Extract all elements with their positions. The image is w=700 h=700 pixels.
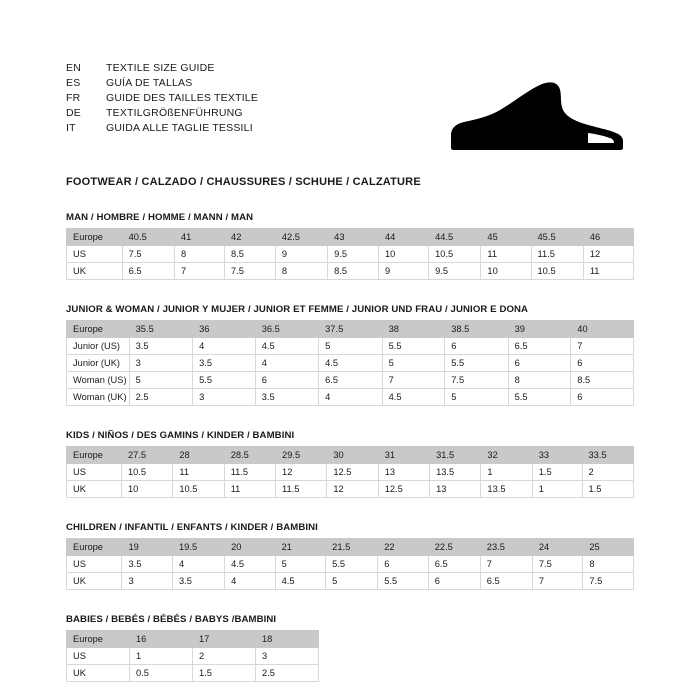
size-cell: 6 <box>255 372 318 389</box>
size-cell: 10 <box>122 481 173 498</box>
size-cell: 5 <box>319 338 382 355</box>
size-cell: 12.5 <box>327 464 378 481</box>
size-cell: 7.5 <box>122 246 174 263</box>
table-row <box>67 573 634 590</box>
size-cell: 4 <box>193 338 256 355</box>
size-section-title: BABIES / BEBÉS / BÉBÉS / BABYS /BAMBINI <box>66 614 277 625</box>
size-cell: 28 <box>173 447 224 464</box>
size-cell: 35.5 <box>129 321 192 338</box>
size-cell: 5.5 <box>378 573 429 590</box>
size-cell: 5.5 <box>326 556 378 573</box>
size-cell: 4.5 <box>382 389 445 406</box>
table-row <box>67 648 319 665</box>
size-cell: 13 <box>430 481 481 498</box>
language-row <box>66 92 258 104</box>
size-cell: 2 <box>193 648 256 665</box>
size-cell: 17 <box>193 631 256 648</box>
size-cell: 32 <box>481 447 532 464</box>
size-table <box>66 320 634 406</box>
size-cell: 20 <box>225 539 276 556</box>
size-cell: 21 <box>275 539 326 556</box>
size-section-title: MAN / HOMBRE / HOMME / MANN / MAN <box>66 212 254 223</box>
size-cell: 5.5 <box>193 372 256 389</box>
row-label: US <box>67 246 123 263</box>
size-cell: 12 <box>276 464 327 481</box>
size-cell: 11 <box>481 246 531 263</box>
size-cell: 12 <box>583 246 633 263</box>
size-cell: 12 <box>327 481 378 498</box>
size-cell: 40.5 <box>122 229 174 246</box>
size-cell: 3.5 <box>193 355 256 372</box>
size-cell: 3 <box>193 389 256 406</box>
size-cell: 7 <box>571 338 634 355</box>
size-cell: 5 <box>275 556 326 573</box>
size-cell: 10 <box>379 246 429 263</box>
language-title: GUIDE DES TAILLES TEXTILE <box>106 92 259 104</box>
size-cell: 5 <box>382 355 445 372</box>
row-label: Woman (UK) <box>67 389 130 406</box>
size-cell: 6 <box>428 573 480 590</box>
size-cell: 2 <box>582 464 633 481</box>
size-cell: 8 <box>583 556 634 573</box>
size-cell: 22 <box>378 539 429 556</box>
size-cell: 25 <box>583 539 634 556</box>
size-cell: 43 <box>328 229 379 246</box>
size-cell: 8.5 <box>328 263 379 280</box>
size-cell: 1 <box>481 464 532 481</box>
size-cell: 29.5 <box>276 447 327 464</box>
size-section-title: KIDS / NIÑOS / DES GAMINS / KINDER / BAMBINI <box>66 430 295 441</box>
language-title: GUIDA ALLE TAGLIE TESSILI <box>106 122 253 134</box>
size-cell: 4 <box>319 389 382 406</box>
size-cell: 1.5 <box>582 481 633 498</box>
row-label: US <box>67 648 130 665</box>
size-cell: 11 <box>224 481 275 498</box>
size-cell: 1 <box>532 481 582 498</box>
size-table <box>66 446 634 498</box>
size-cell: 39 <box>508 321 571 338</box>
language-code: IT <box>66 122 76 134</box>
size-cell: 3.5 <box>255 389 318 406</box>
language-row <box>66 62 258 74</box>
size-cell: 23.5 <box>480 539 532 556</box>
size-section-title: JUNIOR & WOMAN / JUNIOR Y MUJER / JUNIOR ET FEMME / JUNIOR UND FRAU / JUNIOR E DONA <box>66 304 529 315</box>
size-section <box>66 614 634 682</box>
language-row <box>66 122 258 134</box>
size-cell: 11.5 <box>531 246 583 263</box>
table-row <box>67 321 634 338</box>
size-cell: 13 <box>378 464 429 481</box>
size-cell: 37.5 <box>319 321 382 338</box>
row-label: Woman (US) <box>67 372 130 389</box>
size-cell: 36.5 <box>255 321 318 338</box>
size-cell: 4 <box>255 355 318 372</box>
size-cell: 33.5 <box>582 447 633 464</box>
language-row <box>66 107 258 119</box>
size-cell: 9.5 <box>429 263 481 280</box>
size-table <box>66 228 634 280</box>
language-title-list <box>66 62 258 134</box>
size-section-title: CHILDREN / INFANTIL / ENFANTS / KINDER / BAMBINI <box>66 522 318 533</box>
size-cell: 5.5 <box>382 338 445 355</box>
size-cell: 33 <box>532 447 582 464</box>
size-cell: 31 <box>378 447 429 464</box>
size-cell: 11.5 <box>224 464 275 481</box>
row-label: UK <box>67 481 122 498</box>
size-cell: 45.5 <box>531 229 583 246</box>
size-cell: 1 <box>130 648 193 665</box>
size-cell: 4 <box>173 556 225 573</box>
size-cell: 19.5 <box>173 539 225 556</box>
size-cell: 5 <box>129 372 192 389</box>
table-row <box>67 447 634 464</box>
size-cell: 1.5 <box>532 464 582 481</box>
size-cell: 18 <box>256 631 319 648</box>
language-code: EN <box>66 62 81 74</box>
size-cell: 4.5 <box>275 573 326 590</box>
size-cell: 9 <box>379 263 429 280</box>
language-title: TEXTILGRÖßENFÜHRUNG <box>106 107 243 119</box>
size-cell: 10.5 <box>429 246 481 263</box>
language-code: DE <box>66 107 81 119</box>
size-cell: 9 <box>275 246 327 263</box>
size-cell: 31.5 <box>430 447 481 464</box>
size-cell: 36 <box>193 321 256 338</box>
row-label: US <box>67 556 122 573</box>
size-cell: 6 <box>378 556 429 573</box>
size-cell: 8 <box>275 263 327 280</box>
size-cell: 2.5 <box>256 665 319 682</box>
dress-shoe-icon <box>438 78 628 154</box>
table-row <box>67 355 634 372</box>
size-cell: 3 <box>122 573 173 590</box>
size-section <box>66 304 634 406</box>
size-cell: 7.5 <box>445 372 508 389</box>
table-row <box>67 246 634 263</box>
row-label: Europe <box>67 321 130 338</box>
language-code: FR <box>66 92 81 104</box>
size-cell: 8 <box>174 246 224 263</box>
size-cell: 38 <box>382 321 445 338</box>
size-cell: 3.5 <box>129 338 192 355</box>
language-row <box>66 77 258 89</box>
size-cell: 8.5 <box>571 372 634 389</box>
size-cell: 40 <box>571 321 634 338</box>
table-row <box>67 539 634 556</box>
size-cell: 10 <box>481 263 531 280</box>
size-cell: 12.5 <box>378 481 429 498</box>
table-row <box>67 665 319 682</box>
size-cell: 38.5 <box>445 321 508 338</box>
size-cell: 4.5 <box>319 355 382 372</box>
size-cell: 6.5 <box>428 556 480 573</box>
table-row <box>67 372 634 389</box>
size-table <box>66 630 319 682</box>
size-section <box>66 430 634 498</box>
size-cell: 4 <box>225 573 276 590</box>
row-label: Junior (UK) <box>67 355 130 372</box>
size-cell: 6 <box>571 355 634 372</box>
size-cell: 7.5 <box>532 556 583 573</box>
size-cell: 13.5 <box>430 464 481 481</box>
table-row <box>67 389 634 406</box>
size-cell: 19 <box>122 539 173 556</box>
size-cell: 11 <box>583 263 633 280</box>
size-cell: 10.5 <box>173 481 224 498</box>
row-label: UK <box>67 573 122 590</box>
size-cell: 44 <box>379 229 429 246</box>
size-cell: 6.5 <box>122 263 174 280</box>
size-cell: 22.5 <box>428 539 480 556</box>
table-row <box>67 481 634 498</box>
size-cell: 3 <box>256 648 319 665</box>
size-section <box>66 212 634 280</box>
size-cell: 6.5 <box>480 573 532 590</box>
size-cell: 7 <box>480 556 532 573</box>
table-row <box>67 631 319 648</box>
size-cell: 7.5 <box>583 573 634 590</box>
row-label: UK <box>67 263 123 280</box>
size-cell: 10.5 <box>531 263 583 280</box>
document-header <box>66 62 634 154</box>
size-cell: 3.5 <box>173 573 225 590</box>
size-cell: 27.5 <box>122 447 173 464</box>
size-cell: 45 <box>481 229 531 246</box>
size-cell: 28.5 <box>224 447 275 464</box>
size-cell: 13.5 <box>481 481 532 498</box>
size-cell: 5 <box>445 389 508 406</box>
size-cell: 42.5 <box>275 229 327 246</box>
size-cell: 2.5 <box>129 389 192 406</box>
size-cell: 11 <box>173 464 224 481</box>
size-cell: 6.5 <box>508 338 571 355</box>
size-cell: 30 <box>327 447 378 464</box>
table-row <box>67 263 634 280</box>
size-cell: 24 <box>532 539 583 556</box>
table-row <box>67 464 634 481</box>
size-cell: 9.5 <box>328 246 379 263</box>
table-row <box>67 556 634 573</box>
size-cell: 5.5 <box>445 355 508 372</box>
size-cell: 4.5 <box>255 338 318 355</box>
size-table <box>66 538 634 590</box>
row-label: US <box>67 464 122 481</box>
row-label: Europe <box>67 229 123 246</box>
language-title: GUÍA DE TALLAS <box>106 77 193 89</box>
size-cell: 0.5 <box>130 665 193 682</box>
size-cell: 3 <box>129 355 192 372</box>
language-title: TEXTILE SIZE GUIDE <box>106 62 215 74</box>
size-section <box>66 522 634 590</box>
language-code: ES <box>66 77 81 89</box>
size-cell: 46 <box>583 229 633 246</box>
size-cell: 11.5 <box>276 481 327 498</box>
size-cell: 8 <box>508 372 571 389</box>
size-cell: 7.5 <box>225 263 276 280</box>
size-cell: 7 <box>174 263 224 280</box>
size-cell: 42 <box>225 229 276 246</box>
footwear-category-title: FOOTWEAR / CALZADO / CHAUSSURES / SCHUHE / CALZATURE <box>66 176 421 188</box>
size-cell: 3.5 <box>122 556 173 573</box>
size-cell: 6.5 <box>319 372 382 389</box>
size-cell: 4.5 <box>225 556 276 573</box>
size-cell: 8.5 <box>225 246 276 263</box>
size-cell: 6 <box>508 355 571 372</box>
size-cell: 5 <box>326 573 378 590</box>
size-cell: 5.5 <box>508 389 571 406</box>
size-cell: 7 <box>532 573 583 590</box>
table-row <box>67 229 634 246</box>
size-sections <box>66 212 634 682</box>
size-cell: 41 <box>174 229 224 246</box>
size-cell: 21.5 <box>326 539 378 556</box>
row-label: Junior (US) <box>67 338 130 355</box>
size-cell: 6 <box>445 338 508 355</box>
size-cell: 7 <box>382 372 445 389</box>
size-cell: 10.5 <box>122 464 173 481</box>
row-label: Europe <box>67 539 122 556</box>
size-cell: 16 <box>130 631 193 648</box>
size-cell: 1.5 <box>193 665 256 682</box>
row-label: Europe <box>67 631 130 648</box>
size-cell: 6 <box>571 389 634 406</box>
row-label: UK <box>67 665 130 682</box>
size-cell: 44.5 <box>429 229 481 246</box>
row-label: Europe <box>67 447 122 464</box>
table-row <box>67 338 634 355</box>
